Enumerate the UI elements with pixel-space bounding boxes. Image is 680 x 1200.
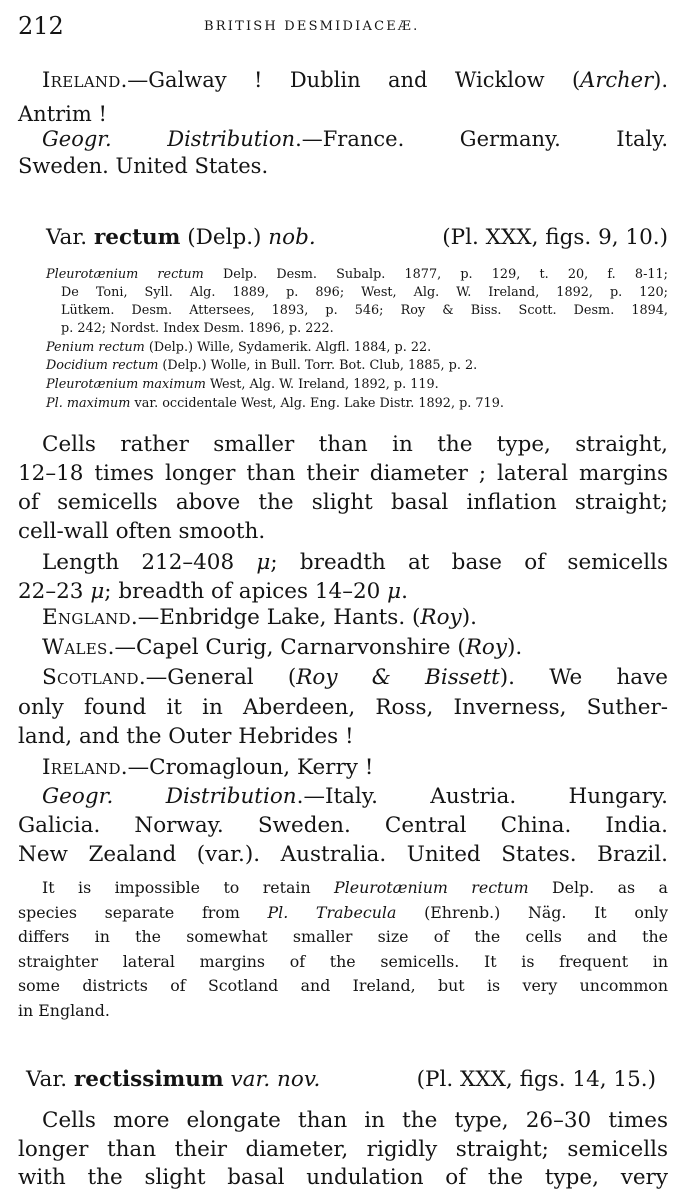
measurement-line: 22–23 μ; breadth of apices 14–20 μ. <box>18 579 408 604</box>
description-line: 12–18 times longer than their diameter ; lateral margins <box>18 461 668 486</box>
taxon-name: rectissimum <box>73 1067 224 1092</box>
note-line: in England. <box>18 1001 110 1020</box>
running-header <box>18 12 668 42</box>
record-england: England.—Enbridge Lake, Hants. (Roy). <box>42 605 477 630</box>
distribution-line-2: Sweden. United States. <box>18 154 269 178</box>
description-line: Cells rather smaller than in the type, straight, <box>42 432 668 457</box>
synonym-line: Pleurotænium rectum Delp. Desm. Subalp. 1877, p. 129, t. 20, f. 8-11; <box>46 267 668 282</box>
plate-reference: (Pl. XXX, figs. 9, 10.) <box>442 225 668 250</box>
record-ireland: Ireland.—Cromagloun, Kerry ! <box>42 755 374 780</box>
synonym-line: Penium rectum (Delp.) Wille, Sydamerik. Algfl. 1884, p. 22. <box>46 340 432 355</box>
var-rectum-heading: Var. rectum (Delp.) nob. (Pl. XXX, figs. 9, 10.) <box>46 225 668 250</box>
record-scotland: Scotland.—General (Roy & Bissett). We have <box>42 665 668 690</box>
synonym-line: Pleurotænium maximum West, Alg. W. Ireland, 1892, p. 119. <box>46 377 439 392</box>
antrim-line: Antrim ! <box>18 102 107 126</box>
record-scotland-cont: only found it in Aberdeen, Ross, Inverness, Suther- <box>18 695 668 720</box>
record-wales: Wales.—Capel Curig, Carnarvonshire (Roy). <box>42 635 523 660</box>
synonym-line: De Toni, Syll. Alg. 1889, p. 896; West, Alg. W. Ireland, 1892, p. 120; <box>61 285 668 300</box>
synonym-line: Pl. maximum var. occidentale West, Alg. Eng. Lake Distr. 1892, p. 719. <box>46 396 504 411</box>
taxon-name: rectum <box>93 225 181 250</box>
note-line: differs in the somewhat smaller size of the cells and the <box>18 927 668 946</box>
note-line: straighter lateral margins of the semicells. It is frequent in <box>18 952 668 971</box>
distribution-line: New Zealand (var.). Australia. United States. Brazil. <box>18 842 668 867</box>
synonym-line: Lütkem. Desm. Attersees, 1893, p. 546; Roy & Biss. Scott. Desm. 1894, <box>61 303 668 318</box>
note-line: It is impossible to retain Pleurotænium rectum Delp. as a <box>42 878 668 897</box>
note-line: some districts of Scotland and Ireland, but is very uncommon <box>18 976 668 995</box>
synonym-line: p. 242; Nordst. Index Desm. 1896, p. 222. <box>61 321 334 336</box>
distribution-line: Galicia. Norway. Sweden. Central China. India. <box>18 813 668 838</box>
ireland-record-line: Ireland.—Galway ! Dublin and Wicklow (Archer). <box>42 68 668 92</box>
page-number: 212 <box>18 12 64 40</box>
distribution-line: Geogr. Distribution.—Italy. Austria. Hungary. <box>42 784 668 809</box>
var-rectissimum-heading: Var. rectissimum var. nov. (Pl. XXX, figs. 14, 15.) <box>26 1067 656 1092</box>
description-line: Cells more elongate than in the type, 26–30 times <box>42 1108 668 1133</box>
distribution-line: Geogr. Distribution.—France. Germany. Italy. <box>42 127 669 151</box>
synonym-line: Docidium rectum (Delp.) Wolle, in Bull. Torr. Bot. Club, 1885, p. 2. <box>46 358 478 373</box>
description-line: with the slight basal undulation of the type, very <box>18 1165 668 1190</box>
record-scotland-cont: land, and the Outer Hebrides ! <box>18 724 354 749</box>
description-line: cell-wall often smooth. <box>18 519 266 544</box>
running-title: BRITISH DESMIDIACEÆ. <box>204 19 420 34</box>
note-line: species separate from Pl. Trabecula (Ehrenb.) Näg. It only <box>18 903 669 922</box>
measurement-line: Length 212–408 μ; breadth at base of semicells <box>42 550 668 575</box>
description-line: of semicells above the slight basal inflation straight; <box>18 490 668 515</box>
plate-reference: (Pl. XXX, figs. 14, 15.) <box>416 1067 656 1092</box>
description-line: longer than their diameter, rigidly straight; semicells <box>18 1137 668 1162</box>
